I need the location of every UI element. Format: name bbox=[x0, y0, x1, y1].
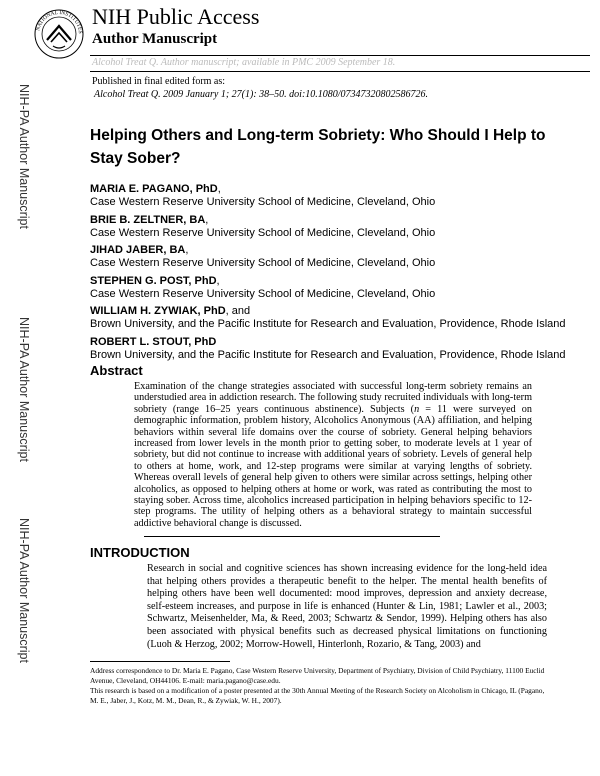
sidebar-label-bottom: NIH-PA Author Manuscript bbox=[17, 518, 31, 663]
header-divider-lower bbox=[90, 71, 590, 72]
abstract-text-part1: Examination of the change strategies associated with successful long-term sobriety remains an understudied area in addiction research. The following study recruited individuals with long-term sobriety (range 16–25 years continuous abstinence). Subjects ( bbox=[134, 381, 532, 415]
published-label: Published in final edited form as: bbox=[92, 76, 226, 87]
author-name bbox=[90, 275, 220, 287]
abstract-body bbox=[134, 381, 532, 529]
author-suffix: , bbox=[217, 183, 221, 195]
author-name bbox=[90, 183, 221, 195]
author-name bbox=[90, 244, 188, 256]
nih-public-access-title: NIH Public Access bbox=[92, 4, 260, 29]
author-name-text: ROBERT L. STOUT, PhD bbox=[90, 336, 217, 348]
journal-availability-line: Alcohol Treat Q. Author manuscript; available in PMC 2009 September 18. bbox=[92, 57, 396, 68]
sidebar-label-middle: NIH-PA Author Manuscript bbox=[17, 317, 31, 462]
abstract-heading: Abstract bbox=[90, 363, 143, 378]
author-affiliation: Case Western Reserve University School of Medicine, Cleveland, Ohio bbox=[90, 257, 436, 269]
author-name-text: MARIA E. PAGANO, PhD bbox=[90, 183, 218, 195]
article-title: Helping Others and Long-term Sobriety: Who Should I Help to Stay Sober? bbox=[90, 127, 546, 167]
introduction-heading: INTRODUCTION bbox=[90, 545, 190, 560]
citation-line bbox=[94, 89, 428, 100]
logo-ring-text: NATIONAL INSTITUTES bbox=[35, 9, 84, 34]
footnote-divider bbox=[90, 661, 230, 662]
author-affiliation: Case Western Reserve University School of Medicine, Cleveland, Ohio bbox=[90, 227, 436, 239]
abstract-text-part2: = 11 were surveyed on demographic information, problem history, Alcoholics Anonymous (AA) affiliation, and helping behaviors within several life domains over the course of sobriety. General helping behaviors increased from lower levels in the month prior to getting sober, to moderate levels at 1 year of sobriety, but did not continue to increase with additional years of sobriety. Levels of general help to others at home, work, and 12-step programs were similar at varying lengths of sobriety. Whereas overall levels of general help given to others were similar across settings, helping other alcoholics, as opposed to helping others at home or work, was rated as contributing the most to staying sober. Across time, alcoholics increased participation in helping behaviors specific to 12-step programs. The utility of helping others as a behavioral strategy to maintain successful addictive behavioral change is discussed. bbox=[134, 403, 532, 529]
author-affiliation: Case Western Reserve University School of Medicine, Cleveland, Ohio bbox=[90, 196, 436, 208]
author-suffix: , bbox=[185, 244, 189, 256]
author-suffix: , bbox=[216, 275, 220, 287]
abstract-n-symbol: n bbox=[414, 403, 420, 415]
footnote-correspondence: Address correspondence to Dr. Maria E. Pagano, Case Western Reserve University, Department of Psychiatry, Division of Child Psychiatry, 11100 Euclid Avenue, Cleveland, OH44106. E-mail: maria.pagano@case.edu. bbox=[90, 666, 545, 685]
footnotes bbox=[90, 666, 550, 706]
author-affiliation: Brown University, and the Pacific Institute for Research and Evaluation, Providence, Rhode Island bbox=[90, 318, 566, 330]
author-suffix: , and bbox=[225, 305, 251, 317]
footnote-poster: This research is based on a modification of a poster presented at the 30th Annual Meeting of the Research Society on Alcoholism in Chicago, IL (Pagano, M. E., Jaber, J., Kotz, M. M., Dean, R., & Zywiak, W. H., 2007). bbox=[90, 686, 545, 705]
author-affiliation: Case Western Reserve University School of Medicine, Cleveland, Ohio bbox=[90, 288, 436, 300]
author-affiliation: Brown University, and the Pacific Institute for Research and Evaluation, Providence, Rhode Island bbox=[90, 349, 566, 361]
author-name-text: JIHAD JABER, BA bbox=[90, 244, 186, 256]
sidebar-label-top: NIH-PA Author Manuscript bbox=[17, 84, 31, 229]
author-suffix: , bbox=[205, 214, 209, 226]
author-name bbox=[90, 214, 208, 226]
author-name-text: BRIE B. ZELTNER, BA bbox=[90, 214, 206, 226]
header-divider bbox=[90, 55, 590, 56]
citation-text: Alcohol Treat Q. 2009 January 1; 27(1): 38–50. doi:10.1080/07347320802586726. bbox=[94, 89, 429, 100]
author-name bbox=[90, 305, 250, 317]
author-name-text: STEPHEN G. POST, PhD bbox=[90, 275, 217, 287]
author-name bbox=[90, 336, 216, 348]
abstract-divider bbox=[144, 536, 440, 537]
author-name-text: WILLIAM H. ZYWIAK, PhD bbox=[90, 305, 226, 317]
author-manuscript-label: Author Manuscript bbox=[92, 31, 218, 47]
introduction-body: Research in social and cognitive sciences has shown increasing evidence for the long-held idea that helping others provides a therapeutic benefit to the helper. The mental health benefits of helping others have been well documented: mood improves, depression and anxiety decrease, self-esteem increases, and purpose in life is enhanced (Hunter & Lin, 1981; Lawler et al., 2003; Schwartz, Meisenhelder, Ma, & Reed, 2003; Schwartz & Sendor, 1999). Helping others has also been associated with physical benefits such as decreased physical limitations on functioning (Luoh & Herzog, 2002; Morrow-Howell, Hinterlonh, Rozario, & Tang, 2003) and bbox=[147, 563, 547, 650]
nih-seal-logo bbox=[33, 4, 85, 70]
